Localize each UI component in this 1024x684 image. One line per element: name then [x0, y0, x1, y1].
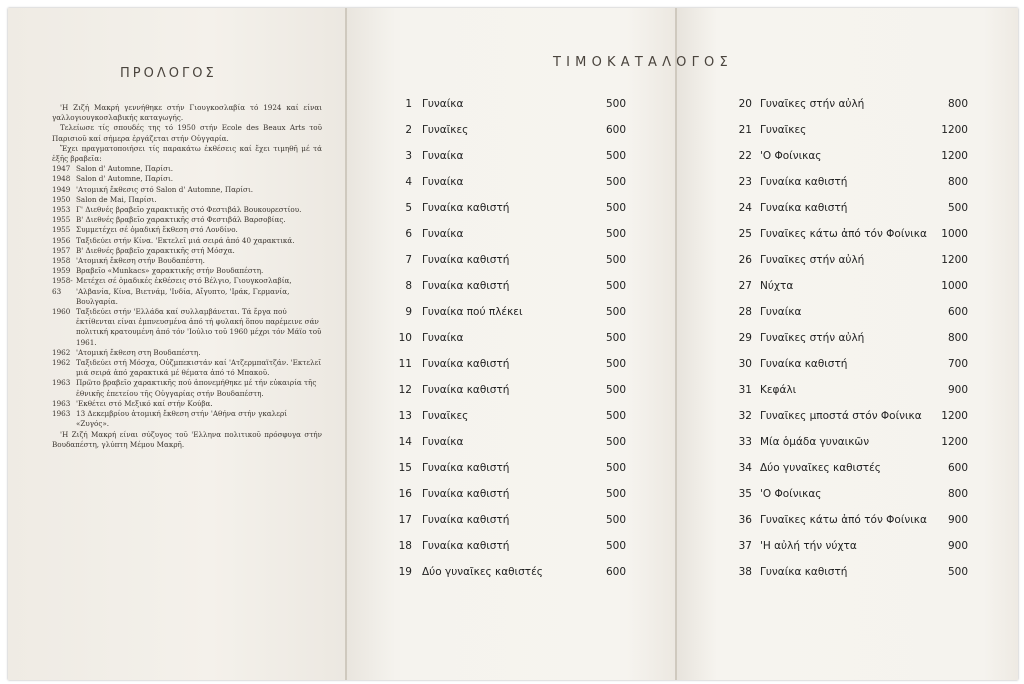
item-price: 500 — [605, 98, 626, 110]
entry-text: Ταξιδεύει στή Μόσχα, Οὐζμπεκιστάν καί 'Ατζερμπαϊτζάν. 'Εκτελεῖ μιά σειρά ἀπό χαρακτικά μέ θέματα ἀπό τό Μπακοῦ. — [76, 358, 322, 378]
entry-year: 1955 — [52, 215, 71, 225]
item-price: 1200 — [941, 410, 968, 422]
item-price: 500 — [605, 150, 626, 162]
catalog-item — [730, 306, 968, 332]
item-title: Γυναίκα καθιστή — [422, 488, 510, 500]
catalog-item — [394, 566, 634, 592]
catalog-item — [730, 202, 968, 228]
catalog-item — [394, 98, 634, 124]
prologue-outro: 'Η Ζιζή Μακρή είναι σύζυγος τοῦ 'Ελληνα πολιτικοῦ πρόσφυγα στήν Βουδαπέστη, γλύπτη Μέμου Μακρῆ. — [52, 429, 322, 449]
item-price: 500 — [947, 202, 968, 214]
item-price: 500 — [605, 254, 626, 266]
entry-text: 'Ατομική ἔκθεση στήν Βουδαπέστη. — [76, 256, 205, 266]
entry-text: Βραβεῖο «Munkacs» χαρακτικῆς στήν Βουδαπέστη. — [76, 266, 264, 276]
item-price: 500 — [605, 462, 626, 474]
item-price: 500 — [605, 332, 626, 344]
prologue-entry — [52, 307, 322, 348]
catalog-item — [394, 488, 634, 514]
item-price: 500 — [605, 488, 626, 500]
entry-year: 1947 — [52, 164, 71, 174]
item-number: 25 — [738, 228, 752, 240]
entry-text: Ταξιδεύει στήν 'Ελλάδα καί συλλαμβάνεται. Τά ἔργα πού ἐκτίθενται είναι ἐμπνευσμένα ἀπό τή φυλακή ὅπου παρέμεινε σάν πολιτική κρατουμένη ἀπό τόν 'Ιούλιο τοῦ 1960 μέχρι τόν Μάϊο τοῦ 1961. — [76, 307, 322, 347]
item-number: 30 — [738, 358, 752, 370]
item-title: Γυναῖκες στήν αὐλή — [760, 254, 865, 266]
item-number: 29 — [738, 332, 752, 344]
item-price: 800 — [947, 488, 968, 500]
item-title: Γυναίκα καθιστή — [422, 254, 510, 266]
item-price: 500 — [947, 566, 968, 578]
prologue-title: ΠΡΟΛΟΓΟΣ — [120, 66, 217, 81]
item-price: 600 — [947, 306, 968, 318]
prologue-entry — [52, 215, 322, 225]
item-number: 32 — [738, 410, 752, 422]
entry-year: 1950 — [52, 194, 71, 204]
item-title: Γυναῖκες — [422, 410, 469, 422]
item-title: Γυναίκα — [422, 436, 464, 448]
entry-year: 1958-63 — [52, 276, 73, 296]
item-title: Γυναῖκες κάτω ἀπό τόν Φοίνικα — [760, 514, 927, 526]
item-title: 'Η αὐλή τήν νύχτα — [760, 540, 857, 552]
item-title: Γυναίκα — [422, 332, 464, 344]
item-title: Γυναίκα — [422, 176, 464, 188]
catalog-item — [730, 280, 968, 306]
catalog-item — [394, 358, 634, 384]
item-price: 1000 — [941, 228, 968, 240]
catalog-item — [730, 254, 968, 280]
entry-text: Γ' Διεθνές βραβεῖο χαρακτικῆς στό Φεστιβάλ Βουκουρεστίου. — [76, 205, 302, 215]
catalog-item — [730, 462, 968, 488]
item-number: 14 — [398, 436, 412, 448]
item-price: 900 — [947, 540, 968, 552]
item-price: 500 — [605, 306, 626, 318]
entry-year: 1949 — [52, 184, 71, 194]
item-price: 500 — [605, 436, 626, 448]
prologue-intro — [52, 103, 322, 164]
item-title: Γυναίκα καθιστή — [422, 384, 510, 396]
item-title: Γυναίκα — [422, 228, 464, 240]
item-title: Γυναίκα καθιστή — [422, 514, 510, 526]
item-number: 1 — [405, 98, 412, 110]
item-title: Γυναῖκες — [760, 124, 807, 136]
item-number: 7 — [405, 254, 412, 266]
prologue-entry — [52, 246, 322, 256]
catalog-item — [394, 280, 634, 306]
prologue-paragraph: 'Η Ζιζή Μακρή γεννήθηκε στήν Γιουγκοσλαβία τό 1924 καί είναι γαλλογιουγκοσλαβικής καταγωγής. — [52, 103, 322, 123]
catalog-item — [730, 436, 968, 462]
item-number: 2 — [405, 124, 412, 136]
item-number: 28 — [738, 306, 752, 318]
entry-year: 1953 — [52, 205, 71, 215]
catalog-item — [394, 124, 634, 150]
item-price: 900 — [947, 384, 968, 396]
item-price: 500 — [605, 410, 626, 422]
entry-text: Salon de Mai, Παρίσι. — [76, 194, 157, 204]
entry-text: 'Ατομική ἔκθεση στη Βουδαπέστη. — [76, 347, 201, 357]
price-list-right — [730, 98, 968, 592]
prologue-paragraph: Ἔχει πραγματοποιήσει τίς παρακάτω ἐκθέσεις καί ἔχει τιμηθῆ μέ τά ἑξῆς βραβεῖα: — [52, 143, 322, 164]
item-price: 700 — [947, 358, 968, 370]
item-price: 500 — [605, 358, 626, 370]
item-number: 8 — [405, 280, 412, 292]
entry-year: 1963 — [52, 378, 71, 388]
item-price: 600 — [605, 566, 626, 578]
prologue-entry — [52, 276, 322, 307]
entry-year: 1963 — [52, 398, 71, 408]
catalog-item — [394, 540, 634, 566]
entry-text: Salon d' Automne, Παρίσι. — [76, 174, 174, 184]
catalog-item — [394, 410, 634, 436]
catalog-item — [730, 410, 968, 436]
prologue-text — [52, 103, 322, 450]
item-number: 23 — [738, 176, 752, 188]
item-title: Μία ὁμάδα γυναικῶν — [760, 436, 870, 448]
item-price: 800 — [947, 176, 968, 188]
catalog-item — [730, 566, 968, 592]
item-number: 13 — [398, 410, 412, 422]
item-number: 24 — [738, 202, 752, 214]
prologue-paragraph: Τελείωσε τίς σπουδές της τό 1950 στήν Ecole des Beaux Arts τοῦ Παρισιοῦ καί σήμερα ἐργάζεται στήν Οὐγγαρία. — [52, 123, 322, 143]
entry-year: 1962 — [52, 358, 71, 368]
entry-year: 1959 — [52, 266, 71, 276]
item-number: 36 — [738, 514, 752, 526]
catalog-item — [730, 124, 968, 150]
entry-year: 1962 — [52, 347, 71, 357]
catalog-item — [730, 514, 968, 540]
prologue-entry — [52, 378, 322, 398]
item-number: 9 — [405, 306, 412, 318]
item-title: Γυναίκα καθιστή — [422, 280, 510, 292]
item-number: 19 — [398, 566, 412, 578]
prologue-entry — [52, 256, 322, 266]
item-title: Γυναῖκες στήν αὐλή — [760, 332, 865, 344]
entry-year: 1960 — [52, 307, 71, 317]
prologue-entry — [52, 266, 322, 276]
item-price: 500 — [605, 228, 626, 240]
item-price: 500 — [605, 280, 626, 292]
prologue-entry — [52, 174, 322, 184]
entry-text: Β' Διεθνές βραβεῖο χαρακτικῆς στό Φεστιβάλ Βαρσοβίας. — [76, 215, 286, 225]
item-number: 21 — [738, 124, 752, 136]
item-price: 600 — [947, 462, 968, 474]
catalog-item — [394, 176, 634, 202]
item-title: Γυναίκα καθιστή — [760, 202, 848, 214]
item-number: 34 — [738, 462, 752, 474]
item-number: 3 — [405, 150, 412, 162]
item-number: 27 — [738, 280, 752, 292]
catalog-item — [730, 358, 968, 384]
prologue-entry — [52, 185, 322, 195]
entry-text: Salon d' Automne, Παρίσι. — [76, 164, 174, 174]
item-price: 500 — [605, 202, 626, 214]
prologue-entry — [52, 205, 322, 215]
item-number: 10 — [398, 332, 412, 344]
catalog-item — [394, 202, 634, 228]
item-number: 33 — [738, 436, 752, 448]
prologue-entry — [52, 164, 322, 174]
item-number: 6 — [405, 228, 412, 240]
item-title: Γυναίκα καθιστή — [422, 358, 510, 370]
item-price: 1200 — [941, 150, 968, 162]
prologue-entry — [52, 348, 322, 358]
entry-text: Πρῶτο βραβεῖο χαρακτικῆς πού ἀπονεμήθηκε μέ τήν εὐκαιρία τῆς ἐθνικῆς ἐπετείου τῆς Οὐγγαρίας στήν Βουδαπέστη. — [76, 378, 317, 398]
item-number: 11 — [398, 358, 412, 370]
catalog-item — [394, 254, 634, 280]
catalog-item — [394, 332, 634, 358]
catalog-item — [394, 228, 634, 254]
catalog-item — [394, 384, 634, 410]
item-title: Γυναίκα καθιστή — [760, 566, 848, 578]
prologue-entry — [52, 195, 322, 205]
entry-text: Ταξιδεύει στήν Κίνα. 'Εκτελεῖ μιά σειρά ἀπό 40 χαρακτικά. — [76, 235, 295, 245]
catalog-item — [394, 306, 634, 332]
item-number: 20 — [738, 98, 752, 110]
prologue-entry — [52, 225, 322, 235]
item-title: Γυναῖκες στήν αὐλή — [760, 98, 865, 110]
prologue-entries — [52, 164, 322, 429]
item-title: 'Ο Φοίνικας — [760, 150, 822, 162]
item-price: 600 — [605, 124, 626, 136]
item-number: 15 — [398, 462, 412, 474]
item-price: 800 — [947, 332, 968, 344]
catalog-title: ΤΙΜΟΚΑΤΑΛΟΓΟΣ — [553, 55, 733, 70]
catalog-item — [394, 150, 634, 176]
prologue-entry — [52, 399, 322, 409]
item-title: 'Ο Φοίνικας — [760, 488, 822, 500]
item-price: 1200 — [941, 124, 968, 136]
entry-text: 13 Δεκεμβρίου ἀτομική ἔκθεση στήν 'Αθήνα στήν γκαλερί «Ζυγός». — [76, 409, 287, 429]
item-number: 22 — [738, 150, 752, 162]
entry-year: 1955 — [52, 225, 71, 235]
item-number: 16 — [398, 488, 412, 500]
item-number: 17 — [398, 514, 412, 526]
catalog-item — [394, 462, 634, 488]
catalog-item — [730, 98, 968, 124]
fold-line — [345, 8, 347, 680]
item-title: Δύο γυναῖκες καθιστές — [422, 566, 543, 578]
catalog-item — [730, 384, 968, 410]
item-price: 1200 — [941, 436, 968, 448]
item-title: Γυναῖκες — [422, 124, 469, 136]
item-price: 900 — [947, 514, 968, 526]
catalog-item — [730, 150, 968, 176]
item-title: Νύχτα — [760, 280, 794, 292]
item-number: 18 — [398, 540, 412, 552]
item-title: Δύο γυναῖκες καθιστές — [760, 462, 881, 474]
item-title: Γυναίκα πού πλέκει — [422, 306, 523, 318]
item-title: Γυναίκα καθιστή — [422, 540, 510, 552]
item-price: 500 — [605, 384, 626, 396]
entry-year: 1948 — [52, 174, 71, 184]
fold-line — [675, 8, 677, 680]
catalog-item — [730, 540, 968, 566]
entry-year: 1958 — [52, 256, 71, 266]
item-price: 1200 — [941, 254, 968, 266]
item-price: 500 — [605, 176, 626, 188]
item-number: 4 — [405, 176, 412, 188]
item-title: Κεφάλι — [760, 384, 797, 396]
entry-text: Συμμετέχει σέ ὁμαδική ἔκθεση στό Λονδίνο. — [76, 225, 238, 235]
catalog-item — [730, 332, 968, 358]
price-list-left — [394, 98, 634, 592]
item-title: Γυναίκα καθιστή — [422, 462, 510, 474]
catalog-item — [730, 176, 968, 202]
catalog-item — [394, 436, 634, 462]
item-number: 35 — [738, 488, 752, 500]
item-title: Γυναίκα — [422, 150, 464, 162]
entry-year: 1956 — [52, 235, 71, 245]
entry-year: 1963 — [52, 409, 71, 419]
entry-year: 1957 — [52, 245, 71, 255]
item-title: Γυναίκα καθιστή — [422, 202, 510, 214]
item-price: 500 — [605, 514, 626, 526]
catalog-item — [394, 514, 634, 540]
prologue-entry — [52, 358, 322, 378]
entry-text: 'Ατομική ἔκθεσις στό Salon d' Automne, Παρίσι. — [76, 184, 254, 194]
item-title: Γυναίκα — [422, 98, 464, 110]
item-number: 38 — [738, 566, 752, 578]
entry-text: 'Εκθέτει στό Μεξικό καί στήν Κούβα. — [76, 398, 213, 408]
item-number: 12 — [398, 384, 412, 396]
item-price: 800 — [947, 98, 968, 110]
item-title: Γυναίκα καθιστή — [760, 176, 848, 188]
item-title: Γυναίκα καθιστή — [760, 358, 848, 370]
catalog-item — [730, 228, 968, 254]
item-title: Γυναῖκες μποστά στόν Φοίνικα — [760, 410, 922, 422]
item-number: 5 — [405, 202, 412, 214]
prologue-entry — [52, 409, 322, 429]
item-number: 37 — [738, 540, 752, 552]
catalog-item — [730, 488, 968, 514]
entry-text: Β' Διεθνές βραβεῖο χαρακτικῆς στή Μόσχα. — [76, 245, 235, 255]
prologue-entry — [52, 236, 322, 246]
item-price: 500 — [605, 540, 626, 552]
entry-text: Μετέχει σέ ὁμαδικές ἐκθέσεις στό Βέλγιο, Γιουγκοσλαβία, 'Αλβανία, Κίνα, Βιετνάμ, 'Ινδία, Αἴγυπτο, 'Ιράκ, Γερμανία, Βουλγαρία. — [76, 276, 292, 306]
item-number: 26 — [738, 254, 752, 266]
item-title: Γυναίκα — [760, 306, 802, 318]
item-title: Γυναῖκες κάτω ἀπό τόν Φοίνικα — [760, 228, 927, 240]
item-price: 1000 — [941, 280, 968, 292]
item-number: 31 — [738, 384, 752, 396]
